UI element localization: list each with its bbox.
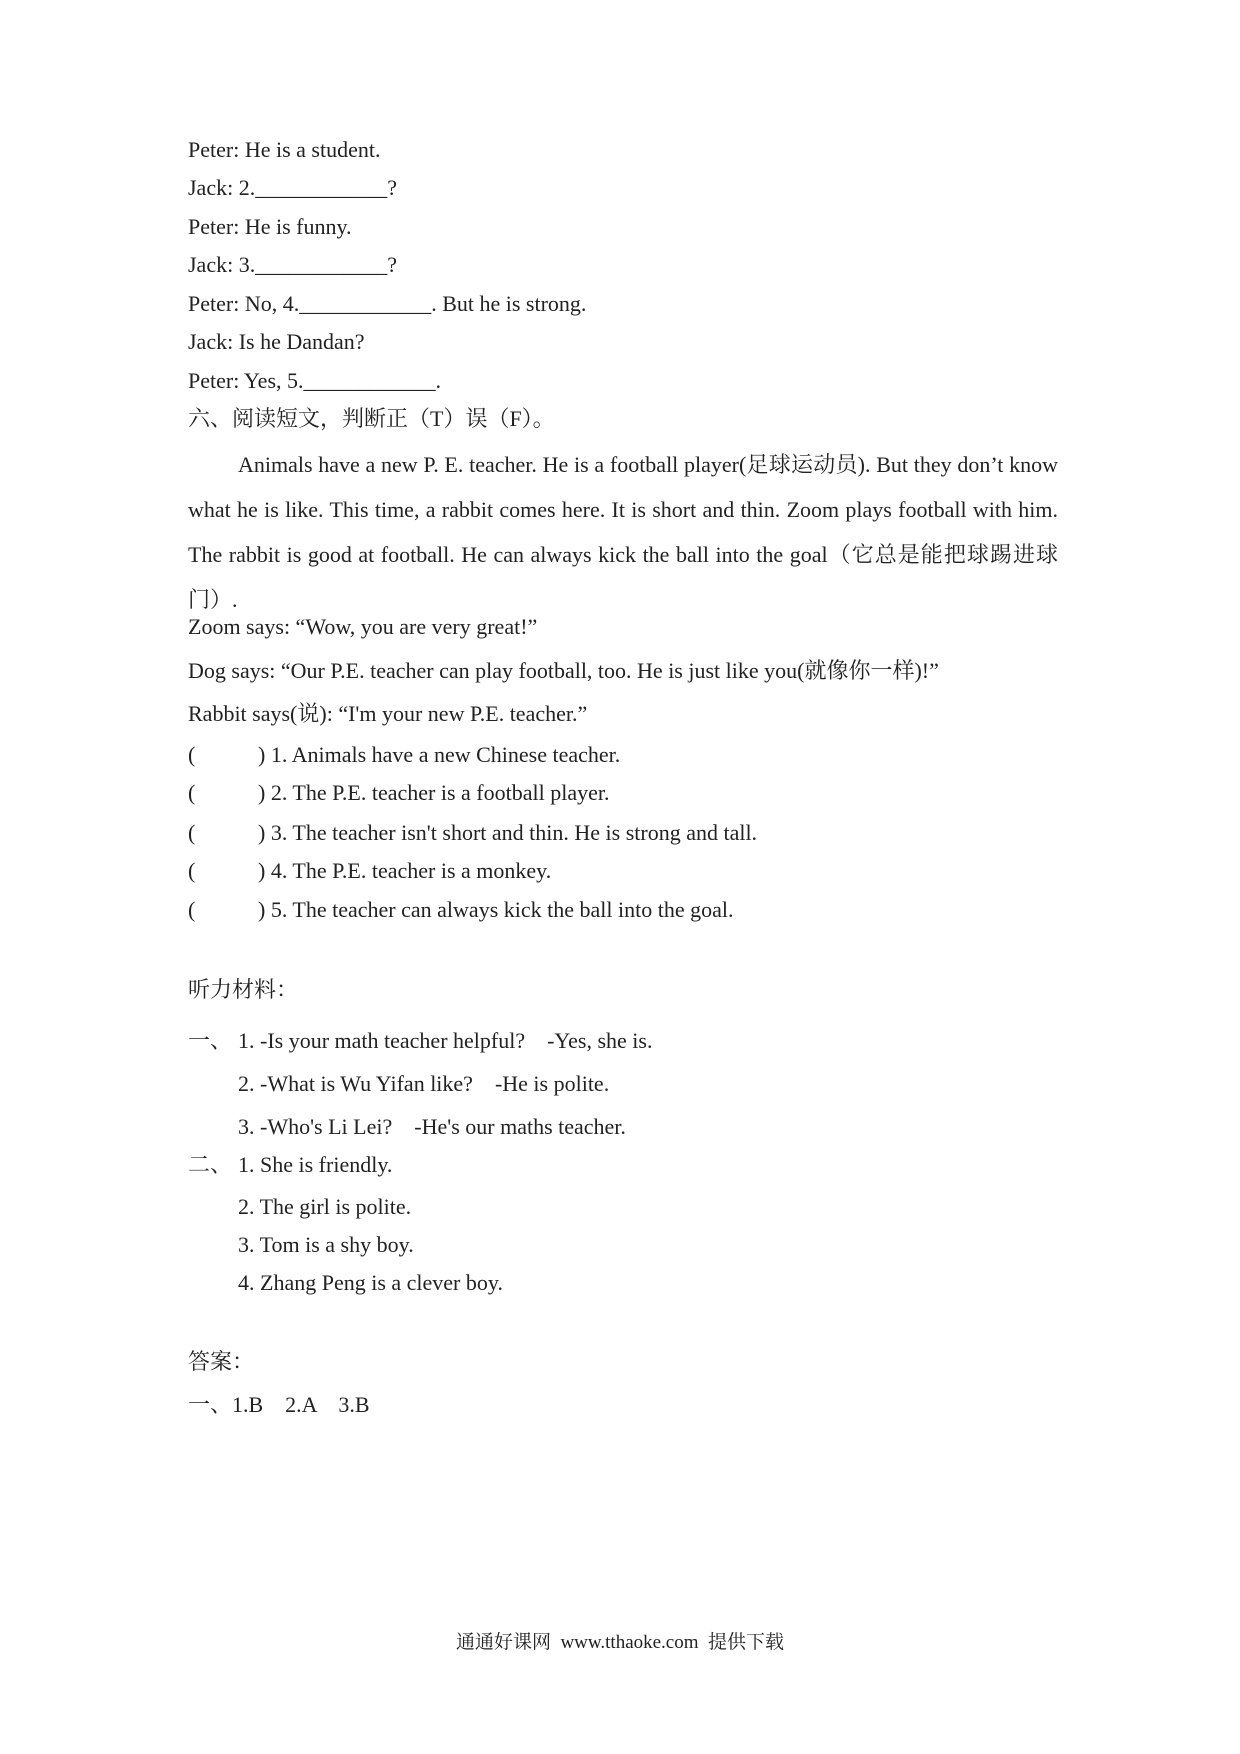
dialogue-line: Jack: 2.____________? [188, 175, 397, 200]
listening-line: 3. Tom is a shy boy. [238, 1232, 414, 1257]
listening-line: 2. -What is Wu Yifan like? -He is polite. [238, 1071, 610, 1096]
answer-blank-open: ( [188, 780, 196, 805]
reading-passage [188, 442, 1058, 622]
dialogue-line: Jack: 3.____________? [188, 252, 397, 277]
quote-line: Dog says: “Our P.E. teacher can play football, too. He is just like you(就像你一样)!” [188, 658, 939, 683]
quote-line: Zoom says: “Wow, you are very great!” [188, 614, 538, 639]
question-text: ) 4. The P.E. teacher is a monkey. [258, 858, 552, 883]
dialogue-line: Peter: No, 4.____________. But he is strong. [188, 291, 587, 316]
question-text: ) 3. The teacher isn't short and thin. He is strong and tall. [258, 820, 758, 845]
quote-line: Rabbit says(说): “I'm your new P.E. teacher.” [188, 701, 588, 726]
dialogue-line: Peter: He is funny. [188, 214, 352, 239]
part-prefix: 二、 [188, 1152, 233, 1177]
dialogue-line: Peter: Yes, 5.____________. [188, 368, 442, 393]
answers-line: 一、1.B 2.A 3.B [188, 1392, 370, 1417]
answer-blank-open: ( [188, 858, 196, 883]
listening-heading: 听力材料： [188, 977, 299, 1002]
question-row [0, 742, 1240, 772]
listening-line: 4. Zhang Peng is a clever boy. [238, 1270, 503, 1295]
answer-blank-open: ( [188, 742, 196, 767]
question-row [0, 858, 1240, 888]
listening-line: 2. The girl is polite. [238, 1194, 412, 1219]
part-prefix: 一、 [188, 1028, 233, 1053]
page-footer: 通通好课网 www.tthaoke.com 提供下载 [455, 1632, 785, 1653]
question-text: ) 5. The teacher can always kick the ball into the goal. [258, 897, 734, 922]
passage-text: Animals have a new P. E. teacher. He is a football player(足球运动员). But they don’t know what he is like. This time, a rabbit comes here. It is short and thin. Zoom plays football with him. The rabbit is good at football. He can always kick the ball into the goal（它总是能把球踢进球门）. [188, 452, 1058, 612]
answer-blank-open: ( [188, 820, 196, 845]
answers-heading: 答案： [188, 1349, 255, 1374]
question-text: ) 1. Animals have a new Chinese teacher. [258, 742, 621, 767]
question-row [0, 897, 1240, 927]
question-text: ) 2. The P.E. teacher is a football player. [258, 780, 610, 805]
dialogue-line: Peter: He is a student. [188, 137, 381, 162]
listening-line: 1. -Is your math teacher helpful? -Yes, she is. [238, 1028, 653, 1053]
question-row [0, 780, 1240, 810]
listening-line: 3. -Who's Li Lei? -He's our maths teacher. [238, 1114, 626, 1139]
section-heading: 六、阅读短文，判断正（T）误（F）。 [188, 406, 555, 431]
dialogue-line: Jack: Is he Dandan? [188, 329, 365, 354]
question-row [0, 820, 1240, 850]
answer-blank-open: ( [188, 897, 196, 922]
listening-line: 1. She is friendly. [238, 1152, 393, 1177]
